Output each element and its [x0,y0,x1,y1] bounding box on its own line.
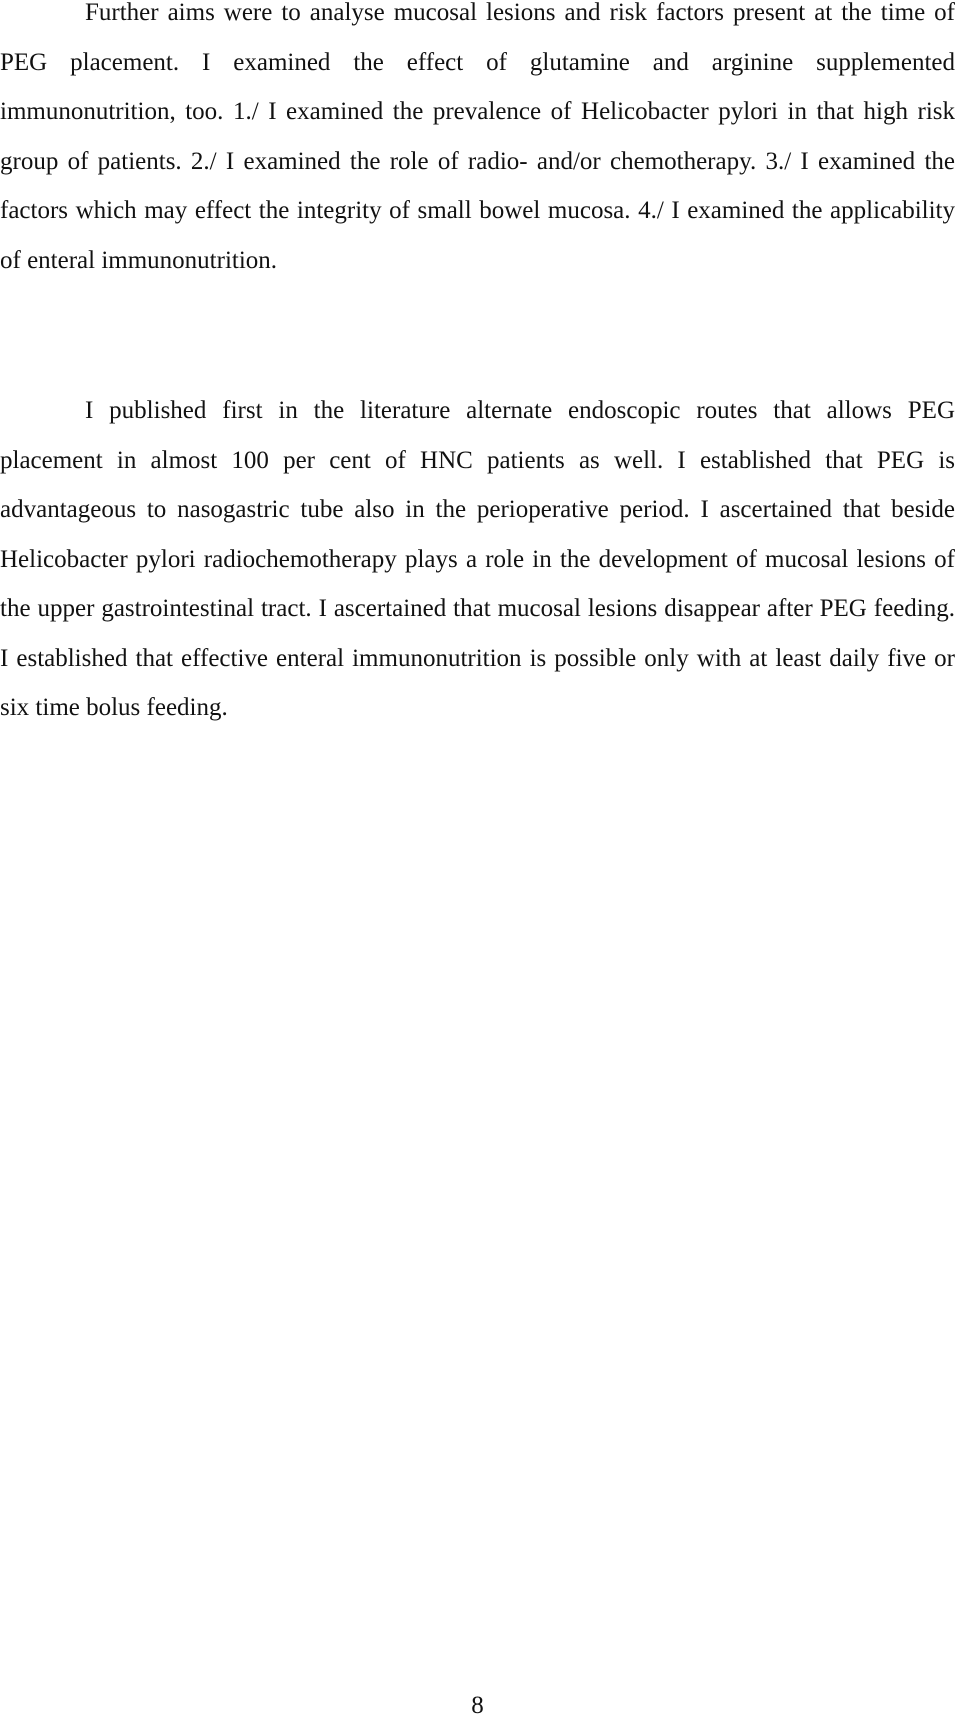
page-number: 8 [471,1692,484,1719]
body-paragraph-aims: Further aims were to analyse mucosal lesions and risk factors present at the time of PEG placement. I examined the effect of glutamine and arginine supplemented immunonutrition, too. 1./ I examined the prevalence of Helicobacter pylori in that high risk group of patients. 2./ I examined the role of radio- and/or chemotherapy. 3./ I examined the factors which may effect the integrity of small bowel mucosa. 4./ I examined the applicability of enteral immunonutrition. [0,0,955,274]
body-paragraph-results: I published first in the literature alternate endoscopic routes that allows PEG placement in almost 100 per cent of HNC patients as well. I established that PEG is advantageous to nasogastric tube also in the perioperative period. I ascertained that beside Helicobacter pylori radiochemotherapy plays a role in the development of mucosal lesions of the upper gastrointestinal tract. I ascertained that mucosal lesions disappear after PEG feeding. I established that effective enteral immunonutrition is possible only with at least daily five or six time bolus feeding. [0,397,955,721]
